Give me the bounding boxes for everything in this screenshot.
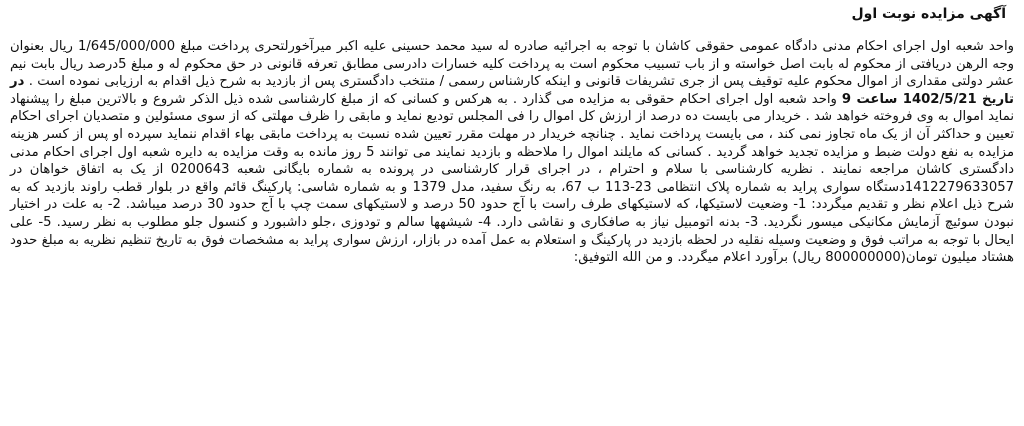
notice-intro-paragraph: واحد شعبه اول اجرای احکام مدنی دادگاه عمومی حقوقی کاشان با توجه به اجرائیه صادره له سید محمد حسینی علیه اکبر میرآخورلتحری پرداخت مبلغ 1/645/000/000 ریال بعنوان وجه الرهن دریافتی از محکوم له بابت اصل خواسته و از باب تسبیب محکوم است به پرداخت کلیه خسارات دادرسی مطابق تعرفه قانونی در حق محکوم له و مبلغ 5درصد ریال بابت نیم عشر دولتی مقداری از اموال محکوم علیه توقیف پس از جری تشریفات قانونی و اینکه کارشناس رسمی / منتخب دادگستری پس از بازدید به شرح ذیل اقدام به ارزیابی نموده است . [10, 39, 1014, 90]
auction-date-time: در تاریخ 1402/5/21 ساعت 9 [10, 74, 1014, 107]
notice-terms-and-appraisal: واحد شعبه اول اجرای احکام حقوقی به مزایده می گذارد . به هرکس و کسانی که از مبلغ کارشناسی شده ذیل الذکر شروع و بالاترین مبلغ را پیشنهاد نماید اموال به وی فروخته خواهد شد . خریدار می بایست ده درصد از ارزش کل اموال را فی المجلس تودیع نماید و مابقی را ظرف مهلتی که از سوی مسئولین و متصدیان اجرای احکام تعیین و حداکثر آن از یک ماه تجاوز نمی کند ، می بایست پرداخت نماید . چنانچه خریدار در مهلت مقرر تعیین شده نسبت به پرداخت مابقی بهاء اقدام ننماید سپرده او پس از کسر هزینه مزایده به نفع دولت ضبط و مزایده تجدید خواهد گردید . کسانی که مایلند اموال را ملاحظه و بازدید نمایند می توانند 5 روز مانده به وقت مزایده به دایره شعبه اول اجرای احکام مدنی دادگستری کاشان مراجعه نمایند . نظریه کارشناسی با سلام و احترام ، در اجرای قرار کارشناسی در پرونده به شماره بایگانی شعبه 0200643 از یک به اتفاق خواهان در 1412279633057دستگاه سواری پراید به شماره پلاک انتظامی 23-113 ب 67، به رنگ سفید، مدل 1379 و به شماره شاسی: پارکینگ قائم واقع در بلوار قطب راوند بازدید که به شرح ذیل اعلام نظر و تقدیم میگردد: 1- وضعیت لاستیکها، که لاستیکهای طرف راست با آج حدود 50 درصد و لاستیکهای سمت چپ با آج حدود 30 درصد میباشد. 2- به علت در اختیار نبودن سوئیچ آزمایش مکانیکی میسور نگردید. 3- بدنه اتومبیل نیاز به صافکاری و نقاشی دارد. 4- شیشهها سالم و تودوزی ،جلو داشبورد و کنسول جلو مطلوب به نظر رسید. 5- علی ایحال با توجه به مراتب فوق و وضعیت وسیله نقلیه در لحظه بازدید در پارکینگ و استعلام به عمل آمده در بازار، ارزش سواری پراید به مشخصات فوق به تاریخ تنظیم نظریه به مبلغ حدود هشتاد میلیون تومان(800000000 ریال) برآورد اعلام میگردد. و من الله التوفیق: [10, 91, 1015, 266]
notice-body [10, 38, 1014, 267]
notice-title: آگهی مزایده نوبت اول [851, 6, 1006, 22]
